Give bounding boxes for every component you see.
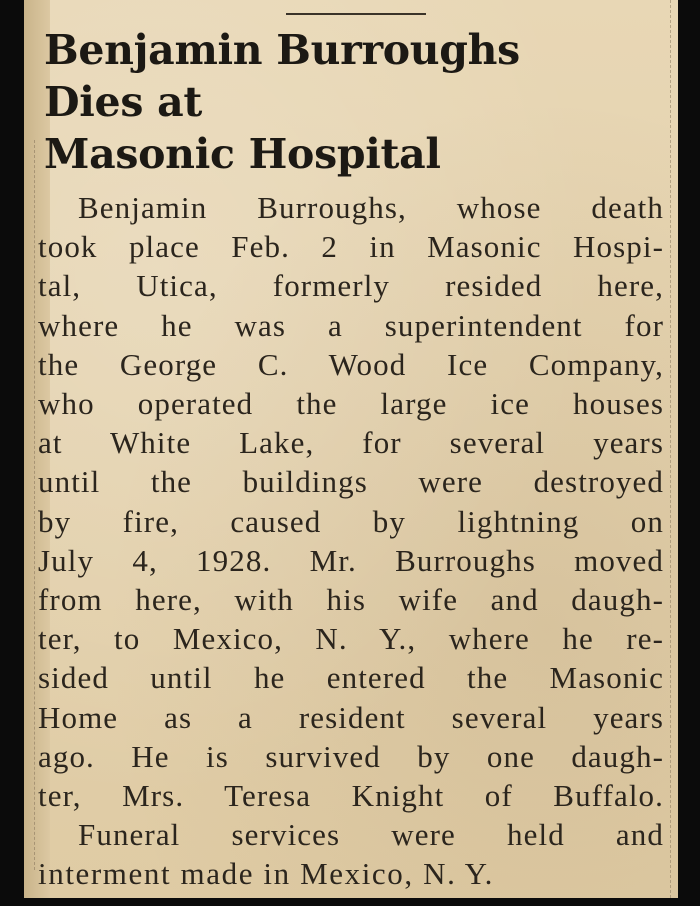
headline-line-1: Benjamin Burroughs [44,26,520,74]
body-line: where he was a superintendent for [38,307,664,343]
body-line: Funeral services were held and [78,817,664,853]
body-line: until the buildings were destroyed [38,464,664,500]
scan-bottom-border [0,898,700,906]
newspaper-clipping [24,0,678,898]
body-line: from here, with his wife and daugh- [38,582,664,618]
headline-line-3: Masonic Hospital [44,130,441,178]
body-line: sided until he entered the Masonic [38,660,664,696]
body-line: ter, Mrs. Teresa Knight of Buffalo. [38,778,664,814]
article-body [38,188,664,894]
column-divider-rule [34,140,36,870]
headline [44,24,520,180]
body-line: took place Feb. 2 in Masonic Hospi- [38,229,664,265]
body-line: ago. He is survived by one daugh- [38,738,664,774]
body-line: the George C. Wood Ice Company, [38,346,664,382]
body-line: interment made in Mexico, N. Y. [38,856,494,892]
right-column-rule [670,0,672,898]
body-line: ter, to Mexico, N. Y., where he re- [38,621,664,657]
headline-line-2: Dies at [44,78,202,126]
body-line: who operated the large ice houses [38,386,664,422]
body-line: tal, Utica, formerly resided here, [38,268,664,304]
body-line: July 4, 1928. Mr. Burroughs moved [38,542,664,578]
body-line: by fire, caused by lightning on [38,503,664,539]
body-line: at White Lake, for several years [38,425,664,461]
top-rule [286,13,426,15]
body-line: Benjamin Burroughs, whose death [78,190,664,225]
body-line: Home as a resident several years [38,699,664,735]
